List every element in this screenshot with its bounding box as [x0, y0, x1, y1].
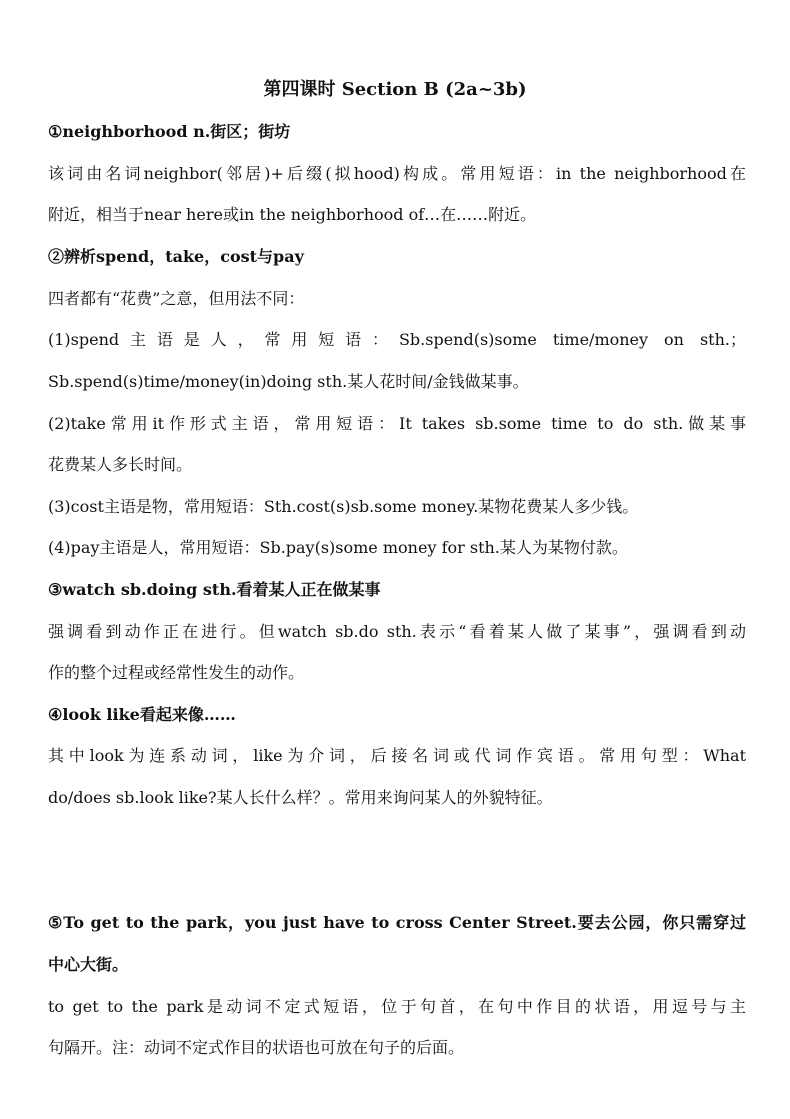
section-3-text-line-2: 作的整个过程或经常性发生的动作。	[48, 663, 305, 682]
section-5-text-line-1: to get to the park是动词不定式短语，位于句首，在句中作目的状语，用逗号与主	[48, 997, 746, 1016]
section-1-text-line-2: 附近，相当于near here或in the neighborhood of…在……附近。	[48, 205, 537, 224]
section-5-text-line-2: 句隔开。注：动词不定式作目的状语也可放在句子的后面。	[48, 1038, 465, 1057]
section-2-text-line-1: 四者都有“花费”之意，但用法不同：	[48, 289, 305, 308]
section-5-heading-line-1: ⑤To get to the park，you just have to cross Center Street.要去公园，你只需穿过	[48, 913, 746, 932]
section-1-text-line-1: 该词由名词neighbor(邻居)+后缀(拟hood)构成。常用短语：in the neighborhood在	[48, 164, 746, 183]
section-2-text-line-7: (4)pay主语是人，常用短语：Sb.pay(s)some money for sth.某人为某物付款。	[48, 538, 628, 557]
section-2-heading: ②辨析spend，take，cost与pay	[48, 247, 304, 266]
section-1-heading: ①neighborhood n.街区；街坊	[48, 122, 291, 141]
page-title: 第四课时 Section B (2a~3b)	[263, 79, 527, 100]
section-3-text-line-1: 强调看到动作正在进行。但watch sb.do sth.表示“看着某人做了某事”，强调看到动	[48, 622, 746, 641]
section-4-heading: ④look like看起来像……	[48, 705, 236, 724]
section-5-heading-line-2: 中心大街。	[48, 955, 129, 974]
section-2-text-line-2: (1)spend主语是人，常用短语：Sb.spend(s)some time/money on sth.；	[48, 330, 746, 349]
section-2-text-line-4: (2)take常用it作形式主语，常用短语：It takes sb.some time to do sth.做某事	[48, 414, 746, 433]
section-2-text-line-6: (3)cost主语是物，常用短语：Sth.cost(s)sb.some money.某物花费某人多少钱。	[48, 497, 639, 516]
section-2-text-line-3: Sb.spend(s)time/money(in)doing sth.某人花时间/金钱做某事。	[48, 372, 529, 391]
section-3-heading: ③watch sb.doing sth.看着某人正在做某事	[48, 580, 381, 599]
section-4-text-line-1: 其中look为连系动词，like为介词，后接名词或代词作宾语。常用句型：What	[48, 746, 746, 765]
section-4-text-line-2: do/does sb.look like?某人长什么样？。常用来询问某人的外貌特征。	[48, 788, 553, 807]
section-2-text-line-5: 花费某人多长时间。	[48, 455, 193, 474]
